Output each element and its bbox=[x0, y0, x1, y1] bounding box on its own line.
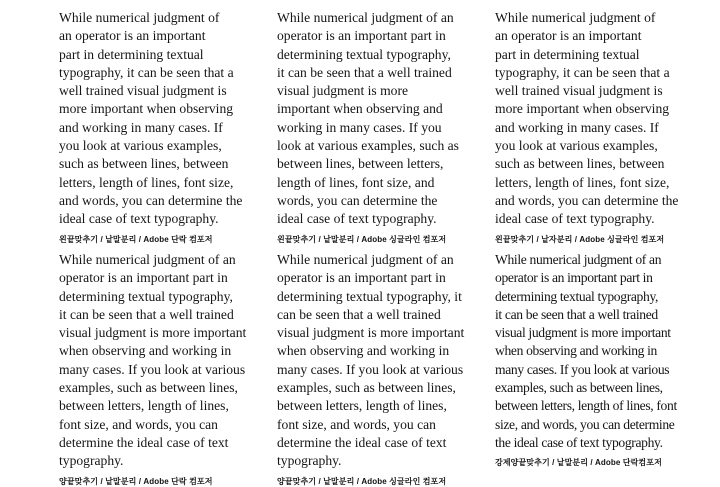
text-line: when observing and working in bbox=[495, 343, 658, 359]
sample-paragraph bbox=[59, 9, 261, 229]
text-line: an operator is an important bbox=[59, 28, 206, 44]
text-line: While numerical judgment of bbox=[59, 10, 220, 25]
text-line: font size, and words, you can bbox=[277, 416, 436, 432]
text-line: determine the ideal case of text bbox=[59, 434, 229, 450]
text-line: font size, and words, you can bbox=[59, 416, 218, 432]
text-line: While numerical judgment of an bbox=[277, 10, 454, 25]
text-line: you look at various examples, bbox=[59, 138, 222, 154]
text-line: typography, it can be seen that a bbox=[495, 64, 670, 80]
sample-paragraph bbox=[277, 251, 479, 471]
text-line: between lines, between letters, bbox=[277, 156, 444, 172]
text-line: operator is an important part in bbox=[277, 270, 446, 286]
text-line: While numerical judgment of an bbox=[59, 252, 236, 267]
text-line: it can be seen that a well trained bbox=[277, 64, 452, 80]
text-line: many cases. If you look at various bbox=[277, 361, 464, 377]
text-line: letters, length of lines, font size, bbox=[495, 174, 670, 190]
sample-caption: 왼끝맞추기 / 낱말분리 / Adobe 싱글라인 컴포저 bbox=[277, 234, 447, 244]
text-line: operator is an important part in bbox=[59, 270, 228, 286]
text-line: operator is an important part in bbox=[495, 270, 653, 286]
text-line: the ideal case of text typography. bbox=[495, 434, 663, 450]
text-line: examples, such as between lines, bbox=[59, 380, 238, 396]
text-line: ideal case of text typography. bbox=[495, 211, 655, 227]
text-line: ideal case of text typography. bbox=[59, 211, 219, 227]
text-line: visual judgment is more important bbox=[277, 325, 465, 341]
text-line: between letters, length of lines, bbox=[277, 398, 447, 414]
sample-force-justify-word-paragraph bbox=[495, 251, 697, 468]
sample-paragraph bbox=[59, 251, 261, 471]
text-line: determining textual typography, bbox=[495, 288, 659, 304]
sample-left-align-letter-single-line bbox=[495, 9, 697, 245]
text-line: While numerical judgment of bbox=[495, 10, 656, 25]
text-line: important when observing and bbox=[277, 101, 443, 117]
text-line: more important when observing bbox=[495, 101, 670, 117]
text-line: While numerical judgment of an bbox=[495, 252, 662, 267]
text-line: between letters, length of lines, bbox=[59, 398, 229, 414]
sample-paragraph bbox=[495, 251, 697, 452]
text-line: many cases. If you look at various bbox=[59, 361, 246, 377]
text-line: size, and words, you can determine bbox=[495, 416, 675, 432]
text-line: determine the ideal case of text bbox=[277, 434, 447, 450]
text-line: between letters, length of lines, font bbox=[495, 398, 677, 414]
text-line: and working in many cases. If bbox=[59, 119, 223, 135]
text-line: well trained visual judgment is bbox=[59, 83, 227, 99]
text-line: examples, such as between lines, bbox=[277, 380, 456, 396]
text-line: While numerical judgment of an bbox=[277, 252, 454, 267]
text-line: visual judgment is more important bbox=[59, 325, 247, 341]
sample-left-align-word-paragraph bbox=[59, 9, 261, 245]
sample-caption: 왼끝맞추기 / 낱말분리 / Adobe 단락 컴포저 bbox=[59, 234, 213, 244]
sample-justify-word-single-line bbox=[277, 251, 479, 487]
text-line: determining textual typography, it bbox=[277, 288, 462, 304]
text-line: when observing and working in bbox=[277, 343, 450, 359]
text-line: when observing and working in bbox=[59, 343, 232, 359]
text-line: more important when observing bbox=[59, 101, 234, 117]
text-line: can be seen that a well trained bbox=[277, 306, 441, 322]
sample-caption: 강제양끝맞추기 / 낱말분리 / Adobe 단락컴포저 bbox=[495, 458, 662, 468]
text-line: letters, length of lines, font size, bbox=[59, 174, 234, 190]
text-line: it can be seen that a well trained bbox=[59, 306, 234, 322]
text-line: such as between lines, between bbox=[59, 156, 229, 172]
sample-justify-word-paragraph bbox=[59, 251, 261, 487]
text-line: length of lines, font size, and bbox=[277, 174, 435, 190]
text-line: such as between lines, between bbox=[495, 156, 665, 172]
text-line: many cases. If you look at various bbox=[495, 361, 670, 377]
sample-paragraph bbox=[495, 9, 697, 229]
sample-caption: 양끝맞추기 / 낱말분리 / Adobe 단락 컴포저 bbox=[59, 476, 213, 486]
sample-paragraph bbox=[277, 9, 479, 229]
text-line: look at various examples, such as bbox=[277, 138, 459, 154]
text-line: typography. bbox=[277, 453, 342, 469]
text-line: working in many cases. If you bbox=[277, 119, 442, 135]
text-line: words, you can determine the bbox=[277, 192, 438, 208]
text-line: determining textual typography, bbox=[277, 46, 451, 62]
text-line: an operator is an important bbox=[495, 28, 642, 44]
text-line: part in determining textual bbox=[59, 46, 204, 62]
text-line: and words, you can determine the bbox=[495, 192, 679, 208]
text-line: part in determining textual bbox=[495, 46, 640, 62]
text-line: determining textual typography, bbox=[59, 288, 233, 304]
text-line: it can be seen that a well trained bbox=[495, 306, 658, 322]
text-line: examples, such as between lines, bbox=[495, 380, 663, 396]
text-line: and words, you can determine the bbox=[59, 192, 243, 208]
text-line: typography, it can be seen that a bbox=[59, 64, 234, 80]
text-line: and working in many cases. If bbox=[495, 119, 659, 135]
sample-caption: 왼끝맞추기 / 낱자분리 / Adobe 싱글라인 컴포저 bbox=[495, 234, 665, 244]
text-line: operator is an important part in bbox=[277, 28, 446, 44]
text-line: visual judgment is more bbox=[277, 83, 409, 99]
sample-caption: 양끝맞추기 / 낱말분리 / Adobe 싱글라인 컴포저 bbox=[277, 476, 447, 486]
text-line: ideal case of text typography. bbox=[277, 211, 437, 227]
text-line: you look at various examples, bbox=[495, 138, 658, 154]
text-line: well trained visual judgment is bbox=[495, 83, 663, 99]
text-line: typography. bbox=[59, 453, 124, 469]
text-line: visual judgment is more important bbox=[495, 325, 671, 341]
sample-left-align-word-single-line bbox=[277, 9, 479, 245]
